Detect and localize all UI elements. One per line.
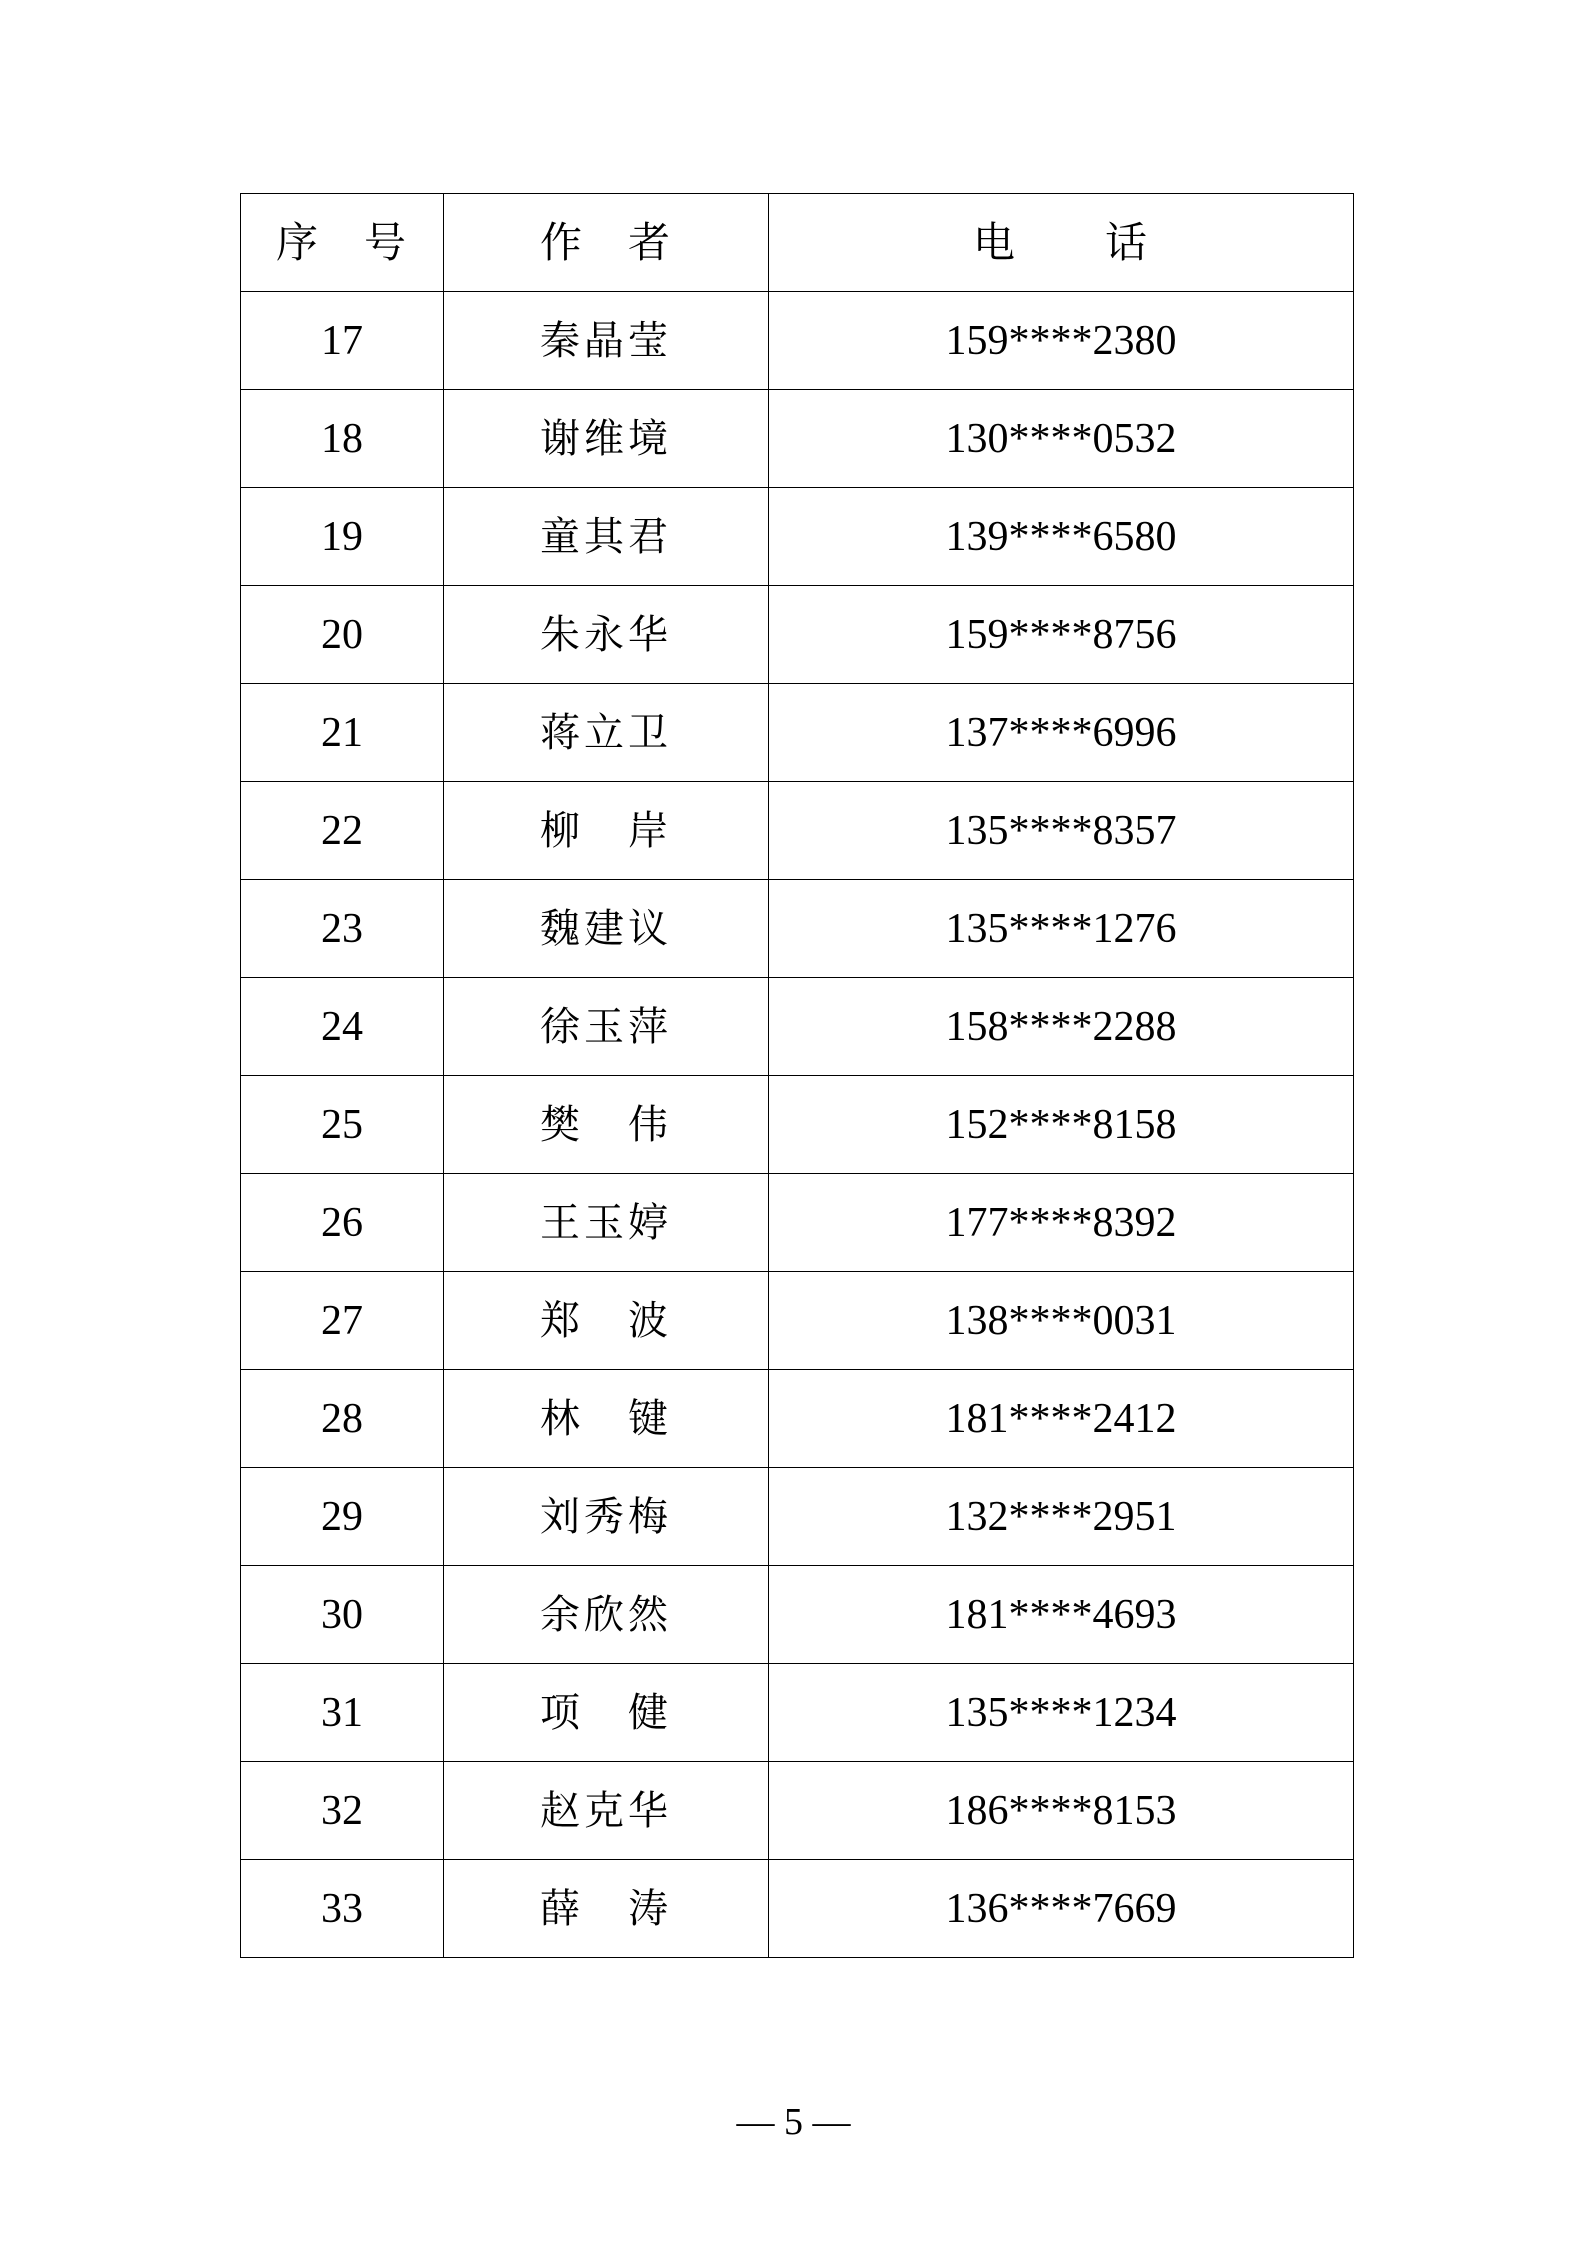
- table-row: [241, 1076, 1354, 1174]
- table-row: [241, 1174, 1354, 1272]
- cell-phone: 135****1276: [769, 880, 1354, 978]
- cell-author: 童其君: [444, 488, 769, 586]
- table-row: [241, 1860, 1354, 1958]
- cell-phone: 135****8357: [769, 782, 1354, 880]
- cell-author: 谢维境: [444, 390, 769, 488]
- cell-number: 32: [241, 1762, 444, 1860]
- cell-number: 31: [241, 1664, 444, 1762]
- cell-phone: 132****2951: [769, 1468, 1354, 1566]
- cell-author: 柳 岸: [444, 782, 769, 880]
- cell-number: 27: [241, 1272, 444, 1370]
- cell-phone: 181****2412: [769, 1370, 1354, 1468]
- cell-phone: 158****2288: [769, 978, 1354, 1076]
- table-row: [241, 782, 1354, 880]
- cell-author: 郑 波: [444, 1272, 769, 1370]
- table-row: [241, 1762, 1354, 1860]
- cell-number: 17: [241, 292, 444, 390]
- cell-author: 项 健: [444, 1664, 769, 1762]
- table-header-row: [241, 194, 1354, 292]
- cell-phone: 159****8756: [769, 586, 1354, 684]
- cell-author: 樊 伟: [444, 1076, 769, 1174]
- table-row: [241, 978, 1354, 1076]
- author-contact-table: [240, 193, 1354, 1958]
- cell-phone: 159****2380: [769, 292, 1354, 390]
- table-row: [241, 1664, 1354, 1762]
- cell-author: 余欣然: [444, 1566, 769, 1664]
- cell-phone: 130****0532: [769, 390, 1354, 488]
- table-row: [241, 1370, 1354, 1468]
- cell-number: 21: [241, 684, 444, 782]
- cell-author: 赵克华: [444, 1762, 769, 1860]
- table-row: [241, 880, 1354, 978]
- header-phone: 电 话: [769, 194, 1354, 292]
- table-row: [241, 1566, 1354, 1664]
- table-row: [241, 1468, 1354, 1566]
- table-row: [241, 684, 1354, 782]
- cell-number: 29: [241, 1468, 444, 1566]
- cell-number: 18: [241, 390, 444, 488]
- table-row: [241, 1272, 1354, 1370]
- cell-number: 24: [241, 978, 444, 1076]
- cell-author: 秦晶莹: [444, 292, 769, 390]
- cell-author: 林 键: [444, 1370, 769, 1468]
- table-row: [241, 292, 1354, 390]
- cell-number: 22: [241, 782, 444, 880]
- header-author: 作 者: [444, 194, 769, 292]
- cell-number: 23: [241, 880, 444, 978]
- cell-author: 蒋立卫: [444, 684, 769, 782]
- table-row: [241, 488, 1354, 586]
- cell-phone: 139****6580: [769, 488, 1354, 586]
- cell-phone: 137****6996: [769, 684, 1354, 782]
- cell-phone: 177****8392: [769, 1174, 1354, 1272]
- header-number: 序 号: [241, 194, 444, 292]
- cell-number: 20: [241, 586, 444, 684]
- cell-number: 33: [241, 1860, 444, 1958]
- cell-number: 26: [241, 1174, 444, 1272]
- cell-author: 薛 涛: [444, 1860, 769, 1958]
- cell-phone: 181****4693: [769, 1566, 1354, 1664]
- cell-author: 刘秀梅: [444, 1468, 769, 1566]
- cell-number: 25: [241, 1076, 444, 1174]
- cell-author: 徐玉萍: [444, 978, 769, 1076]
- cell-phone: 186****8153: [769, 1762, 1354, 1860]
- cell-author: 朱永华: [444, 586, 769, 684]
- cell-phone: 135****1234: [769, 1664, 1354, 1762]
- cell-author: 王玉婷: [444, 1174, 769, 1272]
- cell-number: 28: [241, 1370, 444, 1468]
- table-row: [241, 586, 1354, 684]
- cell-author: 魏建议: [444, 880, 769, 978]
- table-row: [241, 390, 1354, 488]
- cell-phone: 152****8158: [769, 1076, 1354, 1174]
- cell-number: 30: [241, 1566, 444, 1664]
- cell-phone: 136****7669: [769, 1860, 1354, 1958]
- cell-number: 19: [241, 488, 444, 586]
- page-number: — 5 —: [736, 2101, 851, 2143]
- cell-phone: 138****0031: [769, 1272, 1354, 1370]
